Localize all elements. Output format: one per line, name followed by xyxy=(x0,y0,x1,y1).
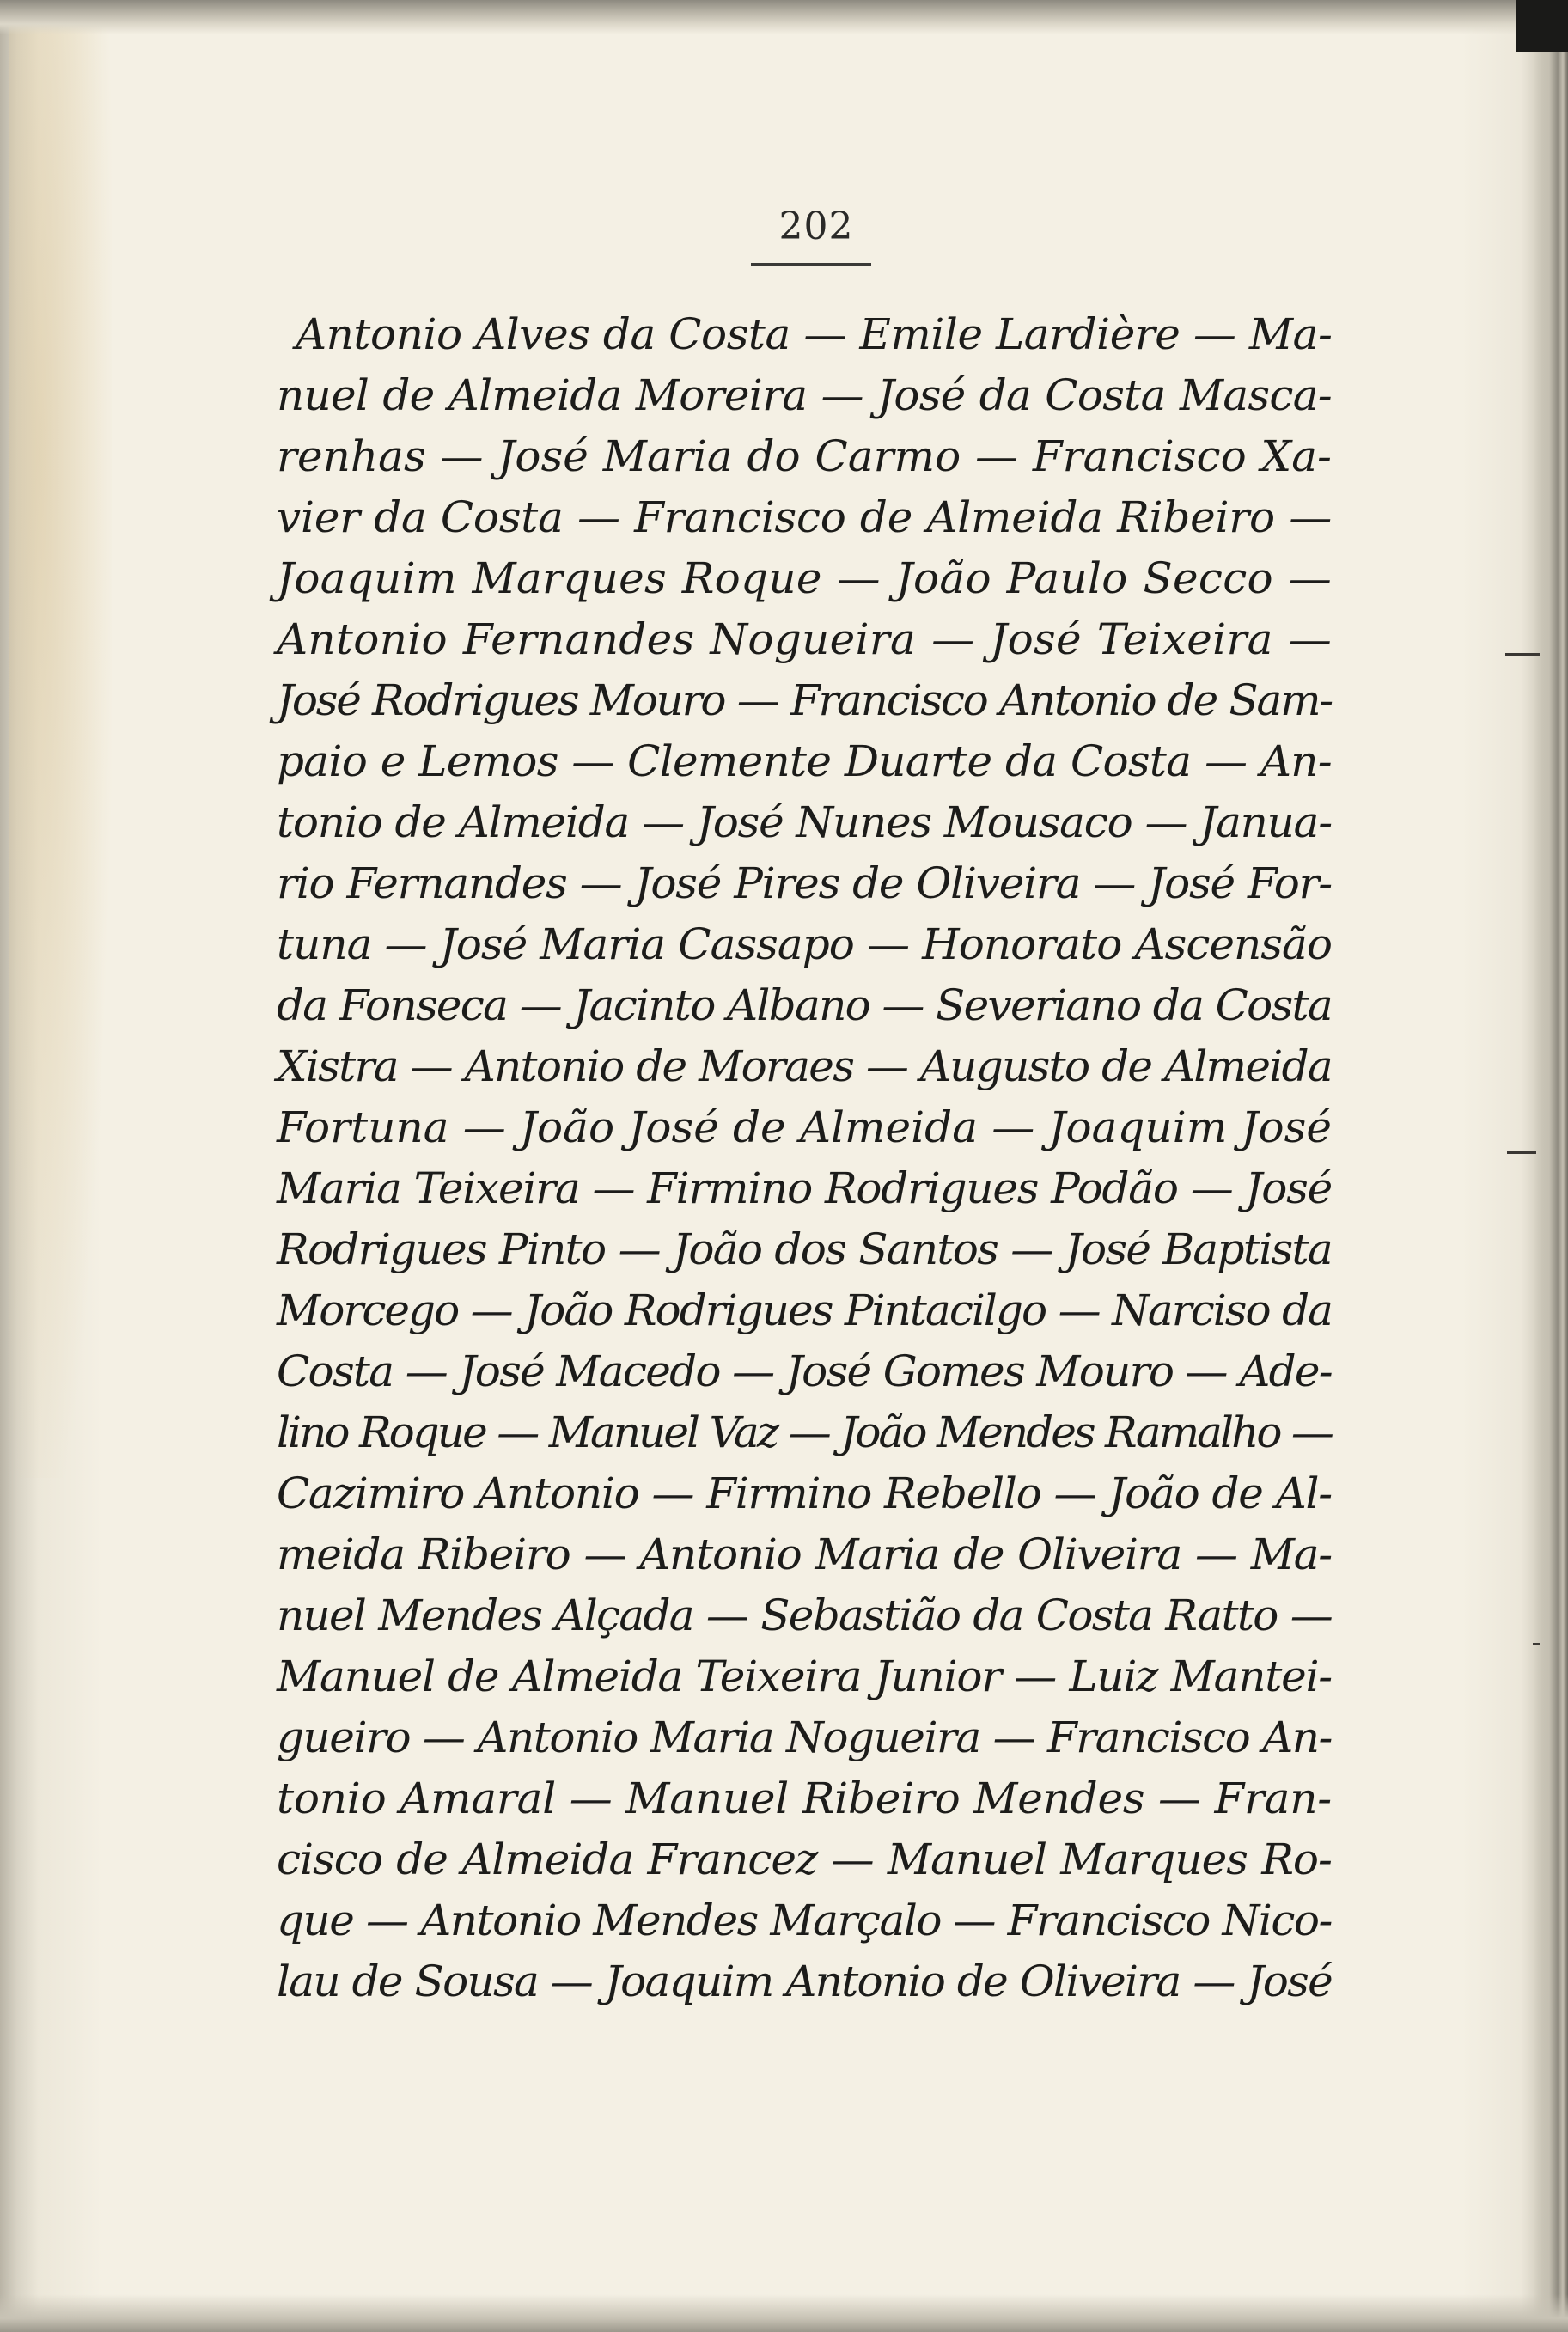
scan-corner xyxy=(1516,0,1568,52)
text-line: Antonio Fernandes Nogueira — José Teixeira — xyxy=(277,614,1332,664)
text-line: Manuel de Almeida Teixeira Junior — Luiz Mantei- xyxy=(277,1651,1332,1701)
text-line: Maria Teixeira — Firmino Rodrigues Podão — José xyxy=(277,1163,1332,1213)
text-line: rio Fernandes — José Pires de Oliveira — José For- xyxy=(277,858,1332,908)
book-spine-edge xyxy=(1534,0,1568,2332)
body-text xyxy=(277,304,1332,2012)
text-line: vier da Costa — Francisco de Almeida Ribeiro — xyxy=(277,492,1332,542)
text-line: Rodrigues Pinto — João dos Santos — José Baptista xyxy=(277,1224,1332,1274)
margin-mark xyxy=(1507,1151,1536,1154)
page-top-edge xyxy=(0,0,1568,34)
text-line: José Rodrigues Mouro — Francisco Antonio de Sam- xyxy=(277,675,1332,725)
text-line: Cazimiro Antonio — Firmino Rebello — João de Al- xyxy=(277,1468,1332,1518)
text-line: Joaquim Marques Roque — João Paulo Secco — xyxy=(277,553,1332,603)
page-number-rule xyxy=(751,263,871,266)
text-line: tonio Amaral — Manuel Ribeiro Mendes — Fran- xyxy=(277,1773,1332,1823)
text-line: Antonio Alves da Costa — Emile Lardière — Ma- xyxy=(296,309,1333,359)
text-line: tuna — José Maria Cassapo — Honorato Ascensão xyxy=(277,919,1332,969)
page-number: 202 xyxy=(778,205,854,248)
text-line: lau de Sousa — Joaquim Antonio de Oliveira — José xyxy=(277,1957,1332,2006)
text-line: lino Roque — Manuel Vaz — João Mendes Ramalho — xyxy=(277,1407,1332,1457)
text-line: que — Antonio Mendes Marçalo — Francisco Nico- xyxy=(277,1896,1332,1945)
text-line: Xistra — Antonio de Moraes — Augusto de Almeida xyxy=(277,1041,1332,1091)
text-line: meida Ribeiro — Antonio Maria de Oliveira — Ma- xyxy=(277,1529,1332,1579)
text-line: Fortuna — João José de Almeida — Joaquim José xyxy=(277,1102,1332,1152)
margin-mark xyxy=(1505,653,1540,656)
text-line: renhas — José Maria do Carmo — Francisco Xa- xyxy=(277,431,1332,481)
text-line: Morcego — João Rodrigues Pintacilgo — Narciso da xyxy=(277,1285,1332,1335)
text-line: Costa — José Macedo — José Gomes Mouro — Ade- xyxy=(277,1346,1332,1396)
text-line: tonio de Almeida — José Nunes Mousaco — Janua- xyxy=(277,797,1332,847)
margin-mark xyxy=(1533,1643,1540,1645)
text-line: nuel Mendes Alçada — Sebastião da Costa Ratto — xyxy=(277,1590,1332,1640)
text-line: da Fonseca — Jacinto Albano — Severiano da Costa xyxy=(277,980,1332,1030)
page-bottom-edge xyxy=(0,2294,1568,2332)
text-line: paio e Lemos — Clemente Duarte da Costa — An- xyxy=(277,736,1332,786)
text-line: cisco de Almeida Francez — Manuel Marques Ro- xyxy=(277,1834,1332,1884)
text-line: gueiro — Antonio Maria Nogueira — Francisco An- xyxy=(277,1712,1332,1762)
text-line: nuel de Almeida Moreira — José da Costa Masca- xyxy=(277,370,1332,420)
